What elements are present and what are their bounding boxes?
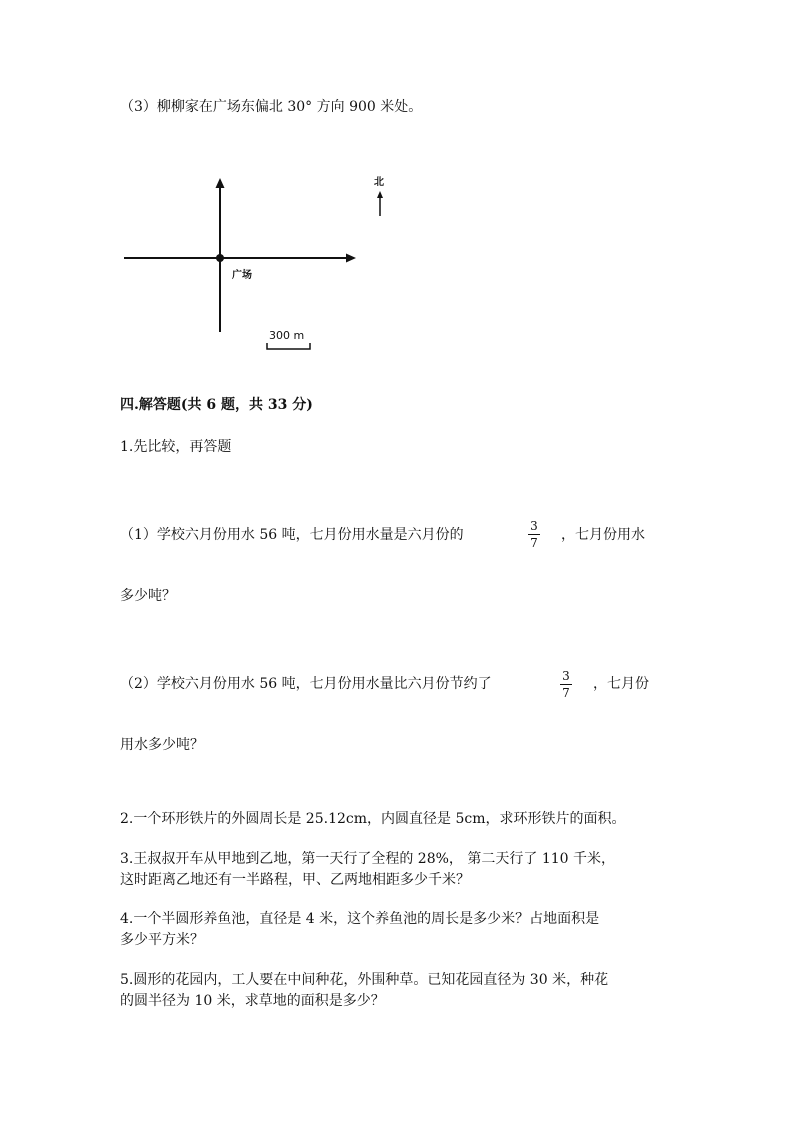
question-1-part2-text-end: 用水多少吨？: [120, 737, 204, 753]
question-4-line-2: 多少平方米？: [120, 932, 204, 948]
question-1-part1-text-cont: ，七月份用水: [561, 527, 645, 543]
question-1-part2-text-cont: ，七月份: [593, 676, 649, 692]
map-scale-label: 300 m: [269, 329, 305, 342]
direction-map: [0, 160, 794, 400]
section-title: 四.解答题(共 6 题，共 33 分): [120, 397, 313, 413]
item-3-text: （3）柳柳家在广场东偏北 30° 方向 900 米处。: [120, 99, 423, 115]
question-1-part1-text-end: 多少吨？: [120, 588, 176, 604]
north-indicator-arrowhead: [377, 191, 383, 198]
question-3-line-1: 3.王叔叔开车从甲地到乙地，第一天行了全程的 28%， 第二天行了 110 千米，: [120, 851, 615, 867]
map-north-arrowhead: [216, 178, 225, 188]
map-scale-bar: [267, 343, 310, 349]
fraction-denominator: 7: [562, 686, 570, 700]
map-north-label: 北: [374, 177, 384, 188]
question-5-line-2: 的圆半径为 10 米，求草地的面积是多少？: [120, 993, 385, 1009]
fraction-denominator: 7: [530, 536, 538, 550]
question-1-part2-text: （2）学校六月份用水 56 吨，七月份用水量比六月份节约了: [120, 676, 492, 692]
question-2-text: 2.一个环形铁片的外圆周长是 25.12cm，内圆直径是 5cm，求环形铁片的面积。: [120, 811, 626, 827]
map-center-label: 广场: [232, 270, 252, 281]
fraction-numerator: 3: [530, 519, 538, 533]
question-1-part1-text: （1）学校六月份用水 56 吨，七月份用水量是六月份的: [120, 527, 464, 543]
question-5-line-1: 5.圆形的花园内，工人要在中间种花，外围种草。已知花园直径为 30 米，种花: [120, 972, 609, 988]
fraction-bar: [560, 684, 572, 685]
fraction-bar: [528, 534, 540, 535]
question-1-part2-fraction: [558, 669, 574, 700]
question-3-line-2: 这时距离乙地还有一半路程，甲、乙两地相距多少千米？: [120, 872, 470, 888]
question-1-title: 1.先比较，再答题: [120, 439, 232, 455]
fraction-numerator: 3: [562, 669, 570, 683]
map-center-dot: [216, 254, 224, 262]
question-1-part1-fraction: [526, 519, 542, 550]
map-east-arrowhead: [346, 254, 356, 263]
question-4-line-1: 4.一个半圆形养鱼池，直径是 4 米，这个养鱼池的周长是多少米？占地面积是: [120, 911, 600, 927]
